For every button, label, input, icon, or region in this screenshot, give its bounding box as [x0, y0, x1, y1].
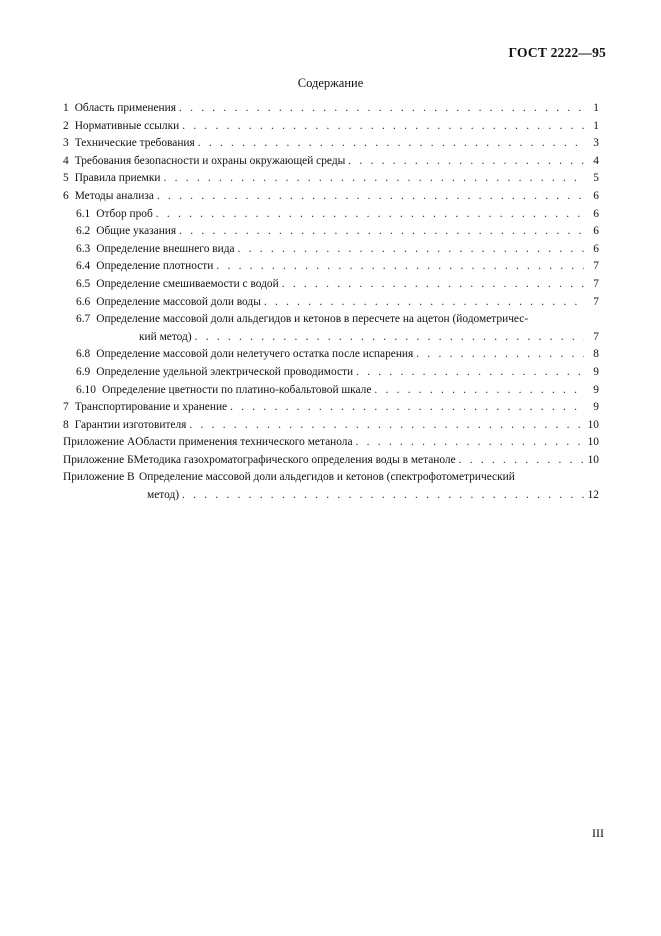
toc-entry[interactable] — [63, 118, 599, 136]
toc-subentry[interactable] — [63, 364, 599, 382]
toc-entry-page: 6 — [593, 225, 599, 238]
toc-entry-page: 6 — [593, 189, 599, 202]
dot-leader — [189, 417, 584, 435]
toc-entry-number: 6.2 — [76, 225, 91, 238]
toc-entry-page: 9 — [593, 401, 599, 414]
toc-entry-number: 7 — [63, 401, 69, 414]
dot-leader — [416, 346, 584, 364]
toc-entry-page: 10 — [587, 453, 599, 466]
toc-entry-title: Общие указания — [96, 225, 177, 238]
toc-entry-title: Определение массовой доли альдегидов и кетонов (спектрофотометрический — [139, 471, 515, 484]
toc-entry-number: 4 — [63, 154, 69, 167]
toc-entry-title: Определение внешнего вида — [96, 242, 235, 255]
toc-entry-page: 7 — [593, 295, 599, 308]
toc-entry-page: 12 — [587, 489, 599, 502]
toc-entry-number: 6.8 — [76, 348, 91, 361]
toc-entry-number: 5 — [63, 172, 69, 185]
toc-entry-title: Гарантии изготовителя — [74, 418, 187, 431]
toc-entry-page: 1 — [593, 102, 599, 114]
toc-entry-title: Область применения — [74, 102, 176, 114]
toc-entry-page: 8 — [593, 348, 599, 361]
toc-entry-page: 7 — [593, 277, 599, 290]
toc-subentry[interactable] — [63, 223, 599, 241]
toc-entry-number: 1 — [63, 102, 69, 114]
toc-entry-page: 3 — [593, 137, 599, 150]
toc-entry-page: 10 — [587, 436, 599, 449]
toc-entry-title: Определение удельной электрической проводимости — [96, 365, 354, 378]
toc-appendix-continuation[interactable] — [63, 487, 599, 505]
toc-entry-title: Методика газохроматографического определения воды в метаноле — [133, 453, 456, 466]
toc-subentry[interactable] — [63, 382, 599, 400]
toc-appendix-entry[interactable] — [63, 434, 599, 452]
appendix-label: Приложение А — [63, 436, 136, 449]
dot-leader — [195, 329, 584, 347]
toc-entry-page: 9 — [593, 383, 599, 396]
toc-entry-title: Определение массовой доли альдегидов и кетонов в пересчете на ацетон (йодометричес- — [96, 313, 529, 326]
toc-appendix-entry[interactable] — [63, 469, 599, 487]
toc-entry-number: 6.6 — [76, 295, 91, 308]
dot-leader — [157, 188, 584, 206]
toc-entry-number: 6.1 — [76, 207, 91, 220]
toc-title: Содержание — [297, 76, 364, 90]
toc-entry-number: 6.9 — [76, 365, 91, 378]
toc-entry-page: 6 — [593, 207, 599, 220]
dot-leader — [230, 399, 584, 417]
toc-entry[interactable] — [63, 399, 599, 417]
toc-subentry[interactable] — [63, 294, 599, 312]
toc-entry[interactable] — [63, 188, 599, 206]
dot-leader — [374, 382, 584, 400]
toc-entry-title: Отбор проб — [96, 207, 153, 220]
toc-entry-number: 6.7 — [76, 313, 91, 326]
dot-leader — [179, 223, 584, 241]
toc-entry-title: Определение смешиваемости с водой — [96, 277, 279, 290]
toc-entry-number: 6.3 — [76, 242, 91, 255]
toc-entry-title: Определение массовой доли нелетучего остатка после испарения — [96, 348, 414, 361]
dot-leader — [282, 276, 584, 294]
toc-entry-page: 9 — [593, 365, 599, 378]
toc-entry-title-continuation: метод) — [147, 489, 180, 502]
toc-entry-page: 4 — [593, 154, 599, 167]
dot-leader — [264, 294, 584, 312]
toc-entry-number: 6.4 — [76, 260, 91, 273]
dot-leader — [164, 170, 584, 188]
page-number: III — [592, 826, 604, 840]
table-of-contents — [63, 100, 599, 505]
dot-leader — [182, 118, 584, 136]
toc-entry[interactable] — [63, 170, 599, 188]
toc-entry-number: 6.5 — [76, 277, 91, 290]
toc-entry-title: Требования безопасности и охраны окружающей среды — [74, 154, 346, 167]
toc-entry-title: Правила приемки — [74, 172, 161, 185]
toc-entry[interactable] — [63, 417, 599, 435]
toc-entry-title: Определение плотности — [96, 260, 214, 273]
toc-entry-title: Технические требования — [74, 137, 195, 150]
toc-entry-title: Методы анализа — [74, 189, 154, 202]
toc-subentry[interactable] — [63, 276, 599, 294]
toc-entry-title-continuation: кий метод) — [139, 330, 192, 343]
toc-entry[interactable] — [63, 100, 599, 118]
appendix-label: Приложение В — [63, 471, 135, 484]
dot-leader — [459, 452, 584, 470]
appendix-label: Приложение Б — [63, 453, 134, 466]
dot-leader — [238, 241, 584, 259]
toc-entry-page: 5 — [593, 172, 599, 185]
toc-subentry[interactable] — [63, 311, 599, 329]
dot-leader — [356, 364, 584, 382]
toc-entry-page: 7 — [593, 260, 599, 273]
dot-leader — [348, 153, 584, 171]
toc-entry-number: 6 — [63, 189, 69, 202]
toc-subentry-continuation[interactable] — [63, 329, 599, 347]
toc-entry-title: Транспортирование и хранение — [74, 401, 228, 414]
toc-entry-page: 6 — [593, 242, 599, 255]
dot-leader — [182, 487, 584, 505]
toc-entry[interactable] — [63, 135, 599, 153]
toc-subentry[interactable] — [63, 206, 599, 224]
toc-subentry[interactable] — [63, 346, 599, 364]
dot-leader — [198, 135, 584, 153]
dot-leader — [356, 434, 584, 452]
toc-entry-page: 10 — [587, 418, 599, 431]
document-code: ГОСТ 2222—95 — [508, 45, 606, 60]
toc-subentry[interactable] — [63, 258, 599, 276]
toc-entry-title: Определение массовой доли воды — [96, 295, 261, 308]
toc-entry-number: 8 — [63, 418, 69, 431]
dot-leader — [156, 206, 584, 224]
toc-entry[interactable] — [63, 153, 599, 171]
toc-appendix-entry[interactable] — [63, 452, 599, 470]
toc-entry-page: 7 — [593, 330, 599, 343]
dot-leader — [179, 100, 584, 118]
dot-leader — [216, 258, 584, 276]
toc-entry-number: 6.10 — [76, 383, 96, 396]
toc-entry-page: 1 — [593, 119, 599, 132]
toc-entry-title: Нормативные ссылки — [74, 119, 180, 132]
toc-entry-title: Области применения технического метанола — [135, 436, 353, 449]
toc-entry-number: 3 — [63, 137, 69, 150]
toc-entry-title: Определение цветности по платино-кобальтовой шкале — [101, 383, 372, 396]
toc-subentry[interactable] — [63, 241, 599, 259]
toc-entry-number: 2 — [63, 119, 69, 132]
